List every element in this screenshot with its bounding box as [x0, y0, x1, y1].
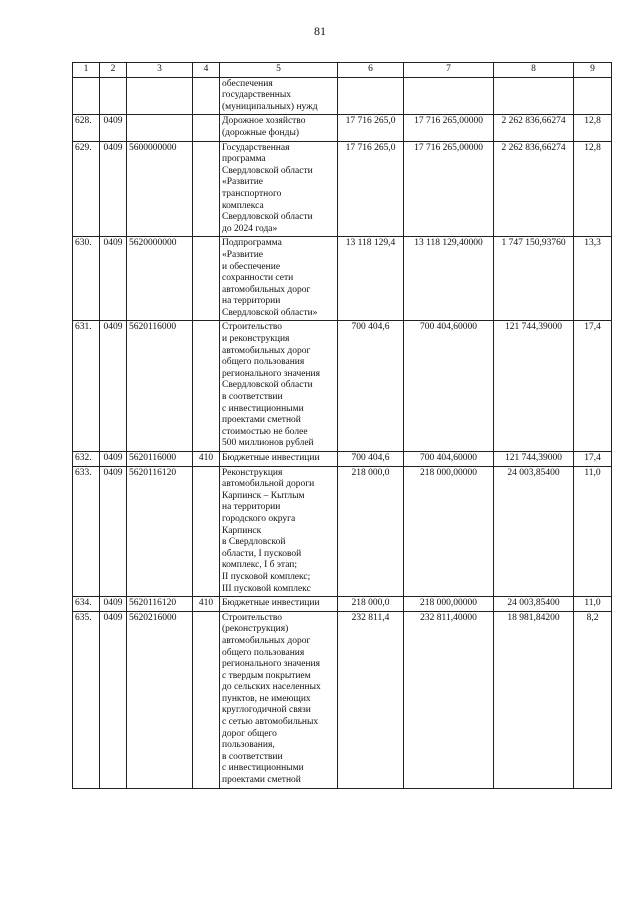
header-cell: 1: [73, 63, 100, 78]
budget-table: [72, 62, 612, 789]
item-name-line: до 2024 года»: [222, 223, 278, 234]
expense-type-cell: [193, 77, 220, 115]
item-name-line: Карпинск – Кытлым: [222, 490, 305, 501]
item-name-cell: [220, 237, 338, 321]
item-name-line: области, I пусковой: [222, 548, 302, 559]
expense-type-cell: [193, 141, 220, 237]
item-name-cell: [220, 77, 338, 115]
table-row: [73, 141, 612, 237]
section-code-cell: [100, 77, 127, 115]
executed-amount-cell: 1 747 150,93760: [494, 237, 574, 321]
expense-type-cell: [193, 115, 220, 141]
item-name-line: с сетью автомобильных: [222, 717, 319, 728]
item-name-line: Бюджетные инвестиции: [222, 598, 320, 609]
item-name-line: общего пользования: [222, 647, 305, 658]
executed-amount-cell: [494, 77, 574, 115]
approved-amount-cell: 17 716 265,0: [338, 141, 404, 237]
row-number-cell: 632.: [73, 452, 100, 467]
header-cell: 4: [193, 63, 220, 78]
item-name-line: с твердым покрытием: [222, 670, 311, 681]
item-name-line: пунктов, не имеющих: [222, 693, 311, 704]
row-number-cell: [73, 77, 100, 115]
expense-type-cell: [193, 321, 220, 452]
item-name-line: (дорожные фонды): [222, 127, 300, 138]
header-cell: 2: [100, 63, 127, 78]
section-code-cell: 0409: [100, 237, 127, 321]
item-name-line: в Свердловской: [222, 537, 286, 548]
target-article-cell: [127, 115, 193, 141]
target-article-cell: 5620116000: [127, 452, 193, 467]
item-name-cell: [220, 141, 338, 237]
row-number-cell: 635.: [73, 611, 100, 788]
item-name-line: III пусковой комплекс: [222, 583, 311, 594]
expense-type-cell: 410: [193, 452, 220, 467]
execution-percent-cell: 17,4: [574, 321, 612, 452]
expense-type-cell: [193, 237, 220, 321]
execution-percent-cell: 8,2: [574, 611, 612, 788]
target-article-cell: 5620116120: [127, 597, 193, 612]
execution-percent-cell: 12,8: [574, 115, 612, 141]
approved-amount-cell: 218 000,0: [338, 466, 404, 597]
header-cell: 5: [220, 63, 338, 78]
item-name-line: городского округа: [222, 513, 296, 524]
target-article-cell: 5620116000: [127, 321, 193, 452]
executed-amount-cell: 2 262 836,66274: [494, 115, 574, 141]
item-name-line: с инвестиционными: [222, 763, 304, 774]
item-name-line: автомобильной дороги: [222, 479, 315, 490]
section-code-cell: 0409: [100, 141, 127, 237]
item-name-line: Свердловской области: [222, 165, 313, 176]
table-row: [73, 115, 612, 141]
table-row: [73, 597, 612, 612]
item-name-cell: [220, 611, 338, 788]
budget-allocation-cell: 700 404,60000: [404, 452, 494, 467]
item-name-line: Свердловской области: [222, 380, 313, 391]
execution-percent-cell: 11,0: [574, 597, 612, 612]
item-name-line: автомобильных дорог: [222, 635, 311, 646]
approved-amount-cell: 232 811,4: [338, 611, 404, 788]
section-code-cell: 0409: [100, 597, 127, 612]
budget-allocation-cell: 232 811,40000: [404, 611, 494, 788]
budget-allocation-cell: 218 000,00000: [404, 466, 494, 597]
item-name-line: транспортного: [222, 188, 282, 199]
item-name-line: программа: [222, 154, 266, 165]
section-code-cell: 0409: [100, 466, 127, 597]
target-article-cell: 5620000000: [127, 237, 193, 321]
item-name-line: круглогодичной связи: [222, 705, 311, 716]
target-article-cell: 5620216000: [127, 611, 193, 788]
budget-allocation-cell: 13 118 129,40000: [404, 237, 494, 321]
item-name-cell: [220, 321, 338, 452]
executed-amount-cell: 24 003,85400: [494, 466, 574, 597]
header-row: [73, 63, 612, 78]
item-name-line: «Развитие: [222, 249, 264, 260]
row-number-cell: 630.: [73, 237, 100, 321]
item-name-line: регионального значения: [222, 659, 320, 670]
execution-percent-cell: [574, 77, 612, 115]
section-code-cell: 0409: [100, 611, 127, 788]
budget-allocation-cell: 17 716 265,00000: [404, 141, 494, 237]
item-name-line: в соответствии: [222, 751, 283, 762]
table-row: [73, 237, 612, 321]
item-name-line: проектами сметной: [222, 775, 301, 786]
approved-amount-cell: 13 118 129,4: [338, 237, 404, 321]
row-number-cell: 628.: [73, 115, 100, 141]
executed-amount-cell: 18 981,84200: [494, 611, 574, 788]
item-name-line: на территории: [222, 296, 281, 307]
item-name-cell: [220, 466, 338, 597]
expense-type-cell: [193, 611, 220, 788]
row-number-cell: 629.: [73, 141, 100, 237]
execution-percent-cell: 17,4: [574, 452, 612, 467]
table-body: [73, 77, 612, 788]
table-row: [73, 466, 612, 597]
budget-allocation-cell: 218 000,00000: [404, 597, 494, 612]
item-name-line: проектами сметной: [222, 415, 301, 426]
item-name-line: Реконструкция: [222, 467, 283, 478]
approved-amount-cell: [338, 77, 404, 115]
item-name-line: автомобильных дорог: [222, 345, 311, 356]
budget-allocation-cell: 700 404,60000: [404, 321, 494, 452]
execution-percent-cell: 13,3: [574, 237, 612, 321]
budget-allocation-cell: 17 716 265,00000: [404, 115, 494, 141]
header-cell: 9: [574, 63, 612, 78]
header-cell: 7: [404, 63, 494, 78]
budget-allocation-cell: [404, 77, 494, 115]
page-number: 81: [314, 24, 326, 38]
target-article-cell: 5620116120: [127, 466, 193, 597]
table-row: [73, 321, 612, 452]
row-number-cell: 631.: [73, 321, 100, 452]
header-cell: 8: [494, 63, 574, 78]
item-name-line: II пусковой комплекс;: [222, 571, 311, 582]
item-name-line: дорог общего: [222, 728, 277, 739]
item-name-cell: [220, 115, 338, 141]
item-name-line: в соответствии: [222, 392, 283, 403]
item-name-line: общего пользования: [222, 357, 305, 368]
row-number-cell: 634.: [73, 597, 100, 612]
table-row: [73, 452, 612, 467]
item-name-line: пользования,: [222, 740, 275, 751]
item-name-line: обеспечения: [222, 78, 273, 89]
executed-amount-cell: 2 262 836,66274: [494, 141, 574, 237]
item-name-line: комплекс, I б этап;: [222, 560, 298, 571]
table-row: [73, 77, 612, 115]
row-number-cell: 633.: [73, 466, 100, 597]
item-name-line: Свердловской области»: [222, 307, 318, 318]
approved-amount-cell: 700 404,6: [338, 452, 404, 467]
item-name-line: Дорожное хозяйство: [222, 116, 306, 127]
item-name-cell: [220, 597, 338, 612]
execution-percent-cell: 12,8: [574, 141, 612, 237]
header-cell: 3: [127, 63, 193, 78]
item-name-line: «Развитие: [222, 177, 264, 188]
item-name-line: Подпрограмма: [222, 238, 282, 249]
table-row: [73, 611, 612, 788]
item-name-line: автомобильных дорог: [222, 284, 311, 295]
approved-amount-cell: 17 716 265,0: [338, 115, 404, 141]
expense-type-cell: [193, 466, 220, 597]
item-name-line: и реконструкция: [222, 334, 290, 345]
item-name-line: до сельских населенных: [222, 682, 321, 693]
item-name-line: 500 миллионов рублей: [222, 438, 314, 449]
target-article-cell: 5600000000: [127, 141, 193, 237]
item-name-line: Государственная: [222, 142, 290, 153]
approved-amount-cell: 700 404,6: [338, 321, 404, 452]
target-article-cell: [127, 77, 193, 115]
item-name-line: и обеспечение: [222, 261, 281, 272]
item-name-line: (реконструкция): [222, 624, 289, 635]
executed-amount-cell: 121 744,39000: [494, 452, 574, 467]
item-name-line: государственных: [222, 90, 292, 101]
item-name-line: на территории: [222, 502, 281, 513]
item-name-line: комплекса: [222, 200, 264, 211]
section-code-cell: 0409: [100, 321, 127, 452]
item-name-line: Строительство: [222, 322, 283, 333]
item-name-line: Свердловской области: [222, 212, 313, 223]
execution-percent-cell: 11,0: [574, 466, 612, 597]
item-name-line: регионального значения: [222, 368, 320, 379]
header-cell: 6: [338, 63, 404, 78]
item-name-line: (муниципальных) нужд: [222, 101, 318, 112]
section-code-cell: 0409: [100, 452, 127, 467]
item-name-line: Строительство: [222, 612, 283, 623]
item-name-line: с инвестиционными: [222, 403, 304, 414]
item-name-cell: [220, 452, 338, 467]
item-name-line: стоимостью не более: [222, 426, 308, 437]
section-code-cell: 0409: [100, 115, 127, 141]
executed-amount-cell: 121 744,39000: [494, 321, 574, 452]
item-name-line: Карпинск: [222, 525, 262, 536]
approved-amount-cell: 218 000,0: [338, 597, 404, 612]
executed-amount-cell: 24 003,85400: [494, 597, 574, 612]
item-name-line: сохранности сети: [222, 273, 294, 284]
expense-type-cell: 410: [193, 597, 220, 612]
item-name-line: Бюджетные инвестиции: [222, 453, 320, 463]
